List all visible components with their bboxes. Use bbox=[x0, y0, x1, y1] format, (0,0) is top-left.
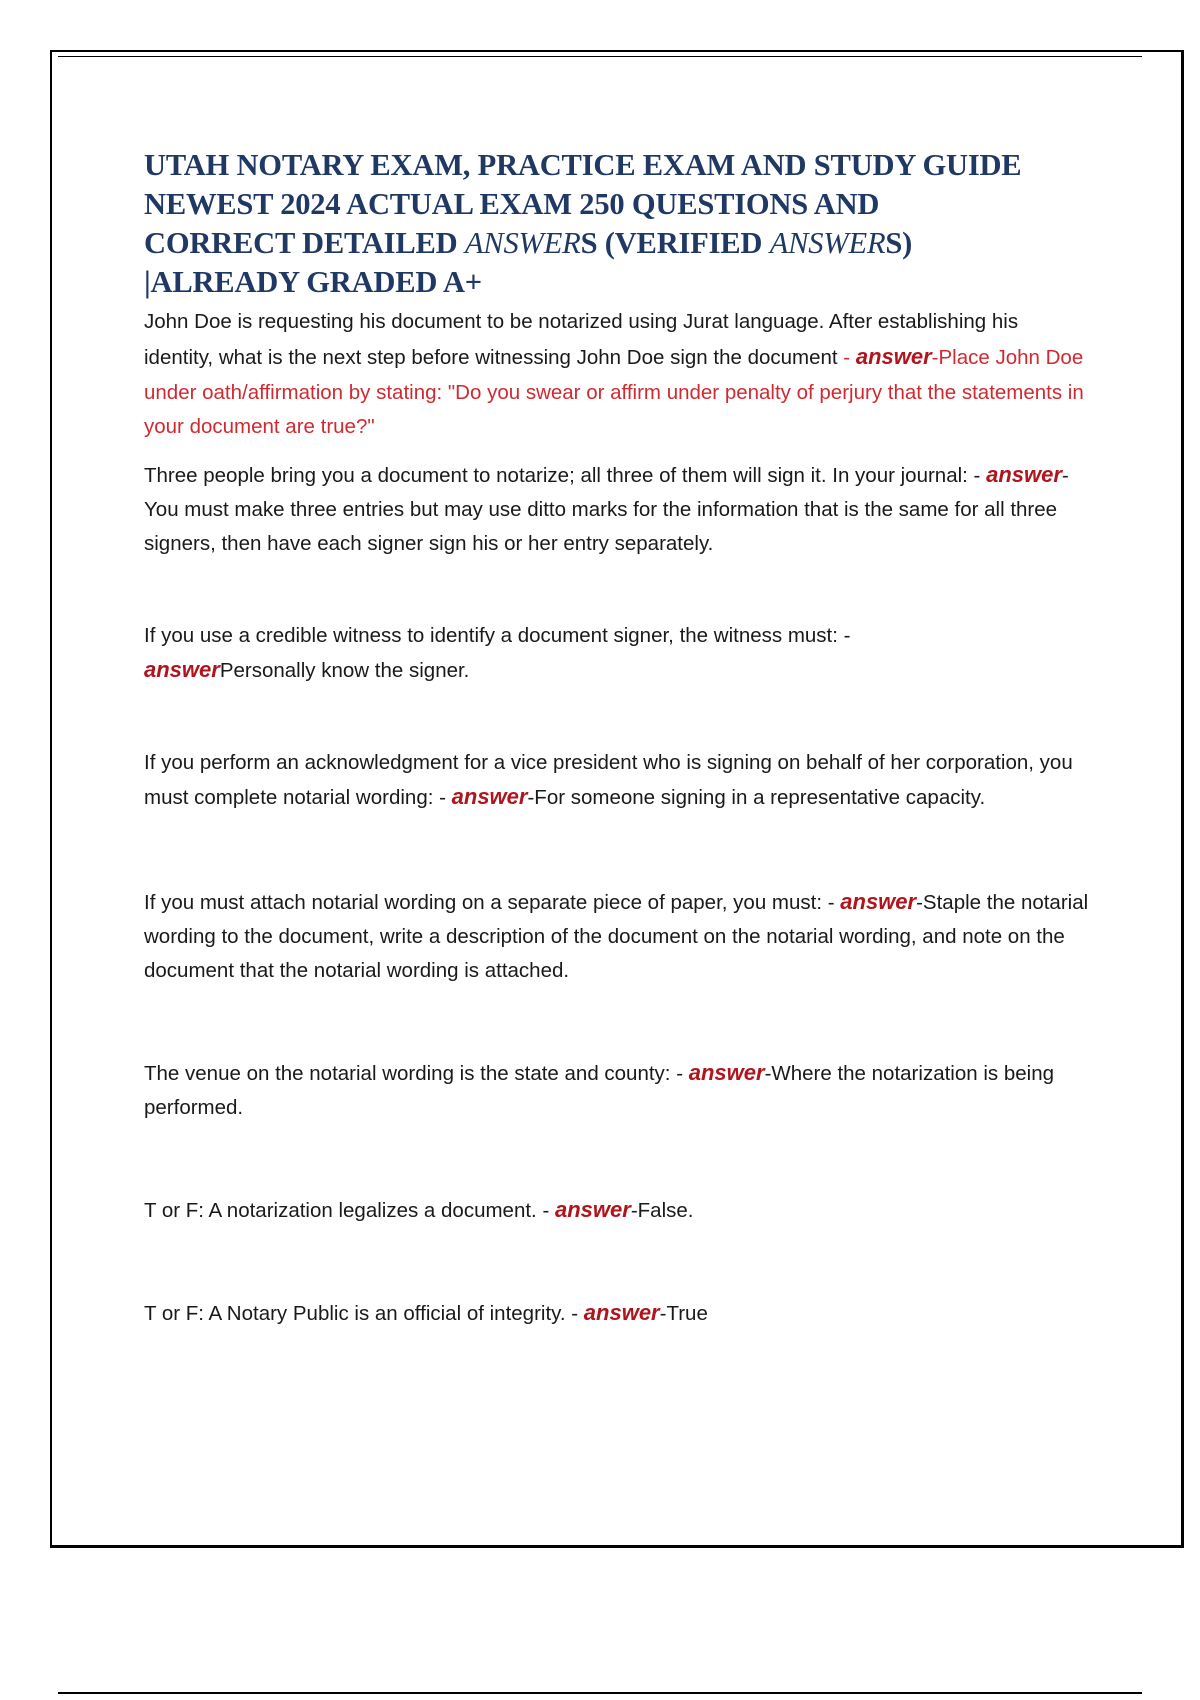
title-line-4: |ALREADY GRADED A+ bbox=[144, 265, 482, 299]
answer-label: answer bbox=[840, 889, 917, 914]
answer-text: Personally know the signer. bbox=[219, 659, 470, 682]
answer-text: Staple the notarial wording to the document, write a description of the document on the notarial wording, and note on the document that the notarial wording is attached. bbox=[144, 891, 1089, 982]
question-text: If you must attach notarial wording on a separate piece of paper, you must: bbox=[144, 891, 823, 914]
answer-separator: - bbox=[1061, 464, 1069, 487]
answer-separator: - bbox=[659, 1302, 667, 1325]
qa-item-4 bbox=[144, 746, 1090, 815]
title-line-3-part-c: S) bbox=[885, 226, 913, 260]
answer-label: answer bbox=[855, 344, 932, 369]
answer-separator: - bbox=[931, 346, 939, 369]
answer-separator: - bbox=[565, 1302, 584, 1325]
qa-item-5 bbox=[144, 885, 1090, 988]
qa-item-6 bbox=[144, 1056, 1090, 1125]
qa-item-1 bbox=[144, 304, 1090, 444]
question-text: If you use a credible witness to identify a document signer, the witness must: - bbox=[144, 624, 851, 647]
question-text: If you perform an acknowledgment for a vice president who is signing on behalf of her corporation, you must complete notarial wording: bbox=[144, 751, 1073, 809]
qa-item-8 bbox=[144, 1296, 1090, 1331]
bottom-rule bbox=[58, 1692, 1142, 1694]
answer-text: False. bbox=[637, 1199, 694, 1222]
qa-item-3 bbox=[144, 619, 1090, 688]
title-line-3-italic-b: ANSWER bbox=[769, 226, 886, 260]
answer-label: answer bbox=[583, 1300, 660, 1325]
answer-separator: - bbox=[670, 1062, 689, 1085]
answer-separator: - bbox=[433, 786, 452, 809]
question-text: Three people bring you a document to notarize; all three of them will sign it. In your journal: - bbox=[144, 464, 981, 487]
document-content bbox=[144, 146, 1090, 1331]
document-title bbox=[144, 146, 1090, 302]
question-text: T or F: A notarization legalizes a document. bbox=[144, 1199, 537, 1222]
qa-item-2 bbox=[144, 458, 1090, 561]
title-line-3-part-b: S (VERIFIED bbox=[580, 226, 770, 260]
title-line-2: NEWEST 2024 ACTUAL EXAM 250 QUESTIONS AND bbox=[144, 187, 880, 221]
title-line-3-italic-a: ANSWER bbox=[464, 226, 581, 260]
answer-separator: - bbox=[630, 1199, 638, 1222]
answer-label: answer bbox=[986, 462, 1062, 487]
title-line-1: UTAH NOTARY EXAM, PRACTICE EXAM AND STUDY GUIDE bbox=[144, 148, 1022, 182]
answer-separator: - bbox=[536, 1199, 555, 1222]
answer-text: Place John Doe under oath/affirmation by stating: "Do you swear or affirm under penalty of perjury that the statements in your document are true?" bbox=[144, 346, 1084, 438]
answer-text: For someone signing in a representative capacity. bbox=[534, 786, 986, 809]
answer-label: answer bbox=[688, 1060, 765, 1085]
answer-separator: - bbox=[822, 891, 841, 914]
answer-label: answer bbox=[554, 1197, 631, 1222]
title-line-3 bbox=[144, 224, 1090, 263]
title-line-3-part-a: CORRECT DETAILED bbox=[144, 226, 465, 260]
answer-label: answer bbox=[451, 784, 528, 809]
question-text: John Doe is requesting his document to be notarized using Jurat language. After establishing his identity, what is the next step before witnessing John Doe sign the document bbox=[144, 310, 1019, 369]
answer-separator: - bbox=[764, 1062, 772, 1085]
answer-separator: - bbox=[837, 346, 856, 369]
answer-separator: - bbox=[527, 786, 535, 809]
answer-separator: - bbox=[916, 891, 923, 914]
answer-text: Where the notarization is being performed. bbox=[144, 1062, 1054, 1119]
question-text: T or F: A Notary Public is an official of integrity. bbox=[144, 1302, 566, 1325]
question-text: The venue on the notarial wording is the state and county: bbox=[144, 1062, 671, 1085]
answer-text: True bbox=[666, 1302, 708, 1325]
answer-label: answer bbox=[144, 657, 220, 682]
answer-text: You must make three entries but may use ditto marks for the information that is the same for all three signers, then have each signer sign his or her entry separately. bbox=[144, 498, 1058, 555]
qa-item-7 bbox=[144, 1193, 1090, 1228]
top-rule bbox=[58, 56, 1142, 57]
